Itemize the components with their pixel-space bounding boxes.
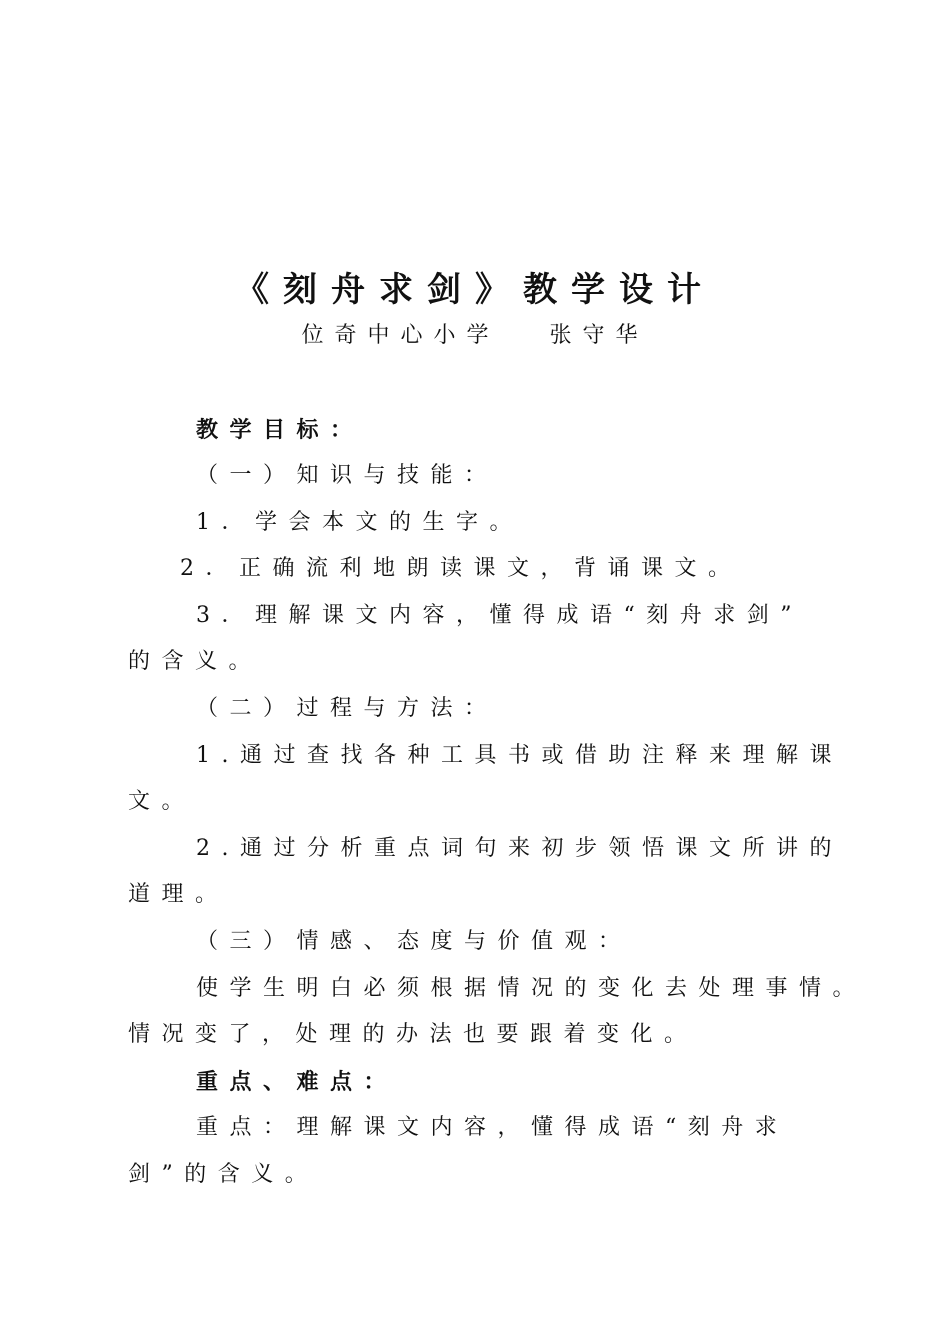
goal-item-2-1: 1.通过查找各种工具书或借助注释来理解课 — [196, 743, 843, 768]
goal-item-3-cont: 情况变了，处理的办法也要跟着变化。 — [128, 1022, 698, 1047]
goal-item-2-1-cont: 文。 — [128, 789, 196, 814]
goal-item-1-3-cont: 的含义。 — [128, 649, 263, 674]
author-name: 张守华 — [549, 323, 649, 348]
school-name: 位奇中心小学 — [301, 323, 500, 348]
goal-item-2-2: 2.通过分析重点词句来初步领悟课文所讲的 — [196, 836, 843, 861]
key-points-heading: 重点、难点： — [196, 1069, 398, 1095]
goal-item-3: 使学生明白必须根据情况的变化去处理事情。 — [196, 976, 867, 1001]
goal-item-1-1: 1．学会本文的生字。 — [196, 510, 523, 535]
goal-item-2-2-cont: 道理。 — [128, 882, 229, 907]
part3-heading: （三）情感、态度与价值观： — [196, 929, 632, 954]
part1-heading: （一）知识与技能： — [196, 463, 498, 488]
goal-item-1-3: 3．理解课文内容，懂得成语“刻舟求剑” — [196, 603, 803, 628]
key-point: 重点：理解课文内容，懂得成语“刻舟求 — [196, 1115, 789, 1140]
key-point-cont: 剑”的含义。 — [128, 1162, 319, 1187]
goal-item-1-2: 2．正确流利地朗读课文，背诵课文。 — [180, 556, 742, 581]
part2-heading: （二）过程与方法： — [196, 696, 498, 721]
document-title: 《刻舟求剑》教学设计 — [235, 270, 715, 310]
byline — [0, 318, 950, 349]
goals-heading: 教学目标： — [196, 417, 364, 443]
